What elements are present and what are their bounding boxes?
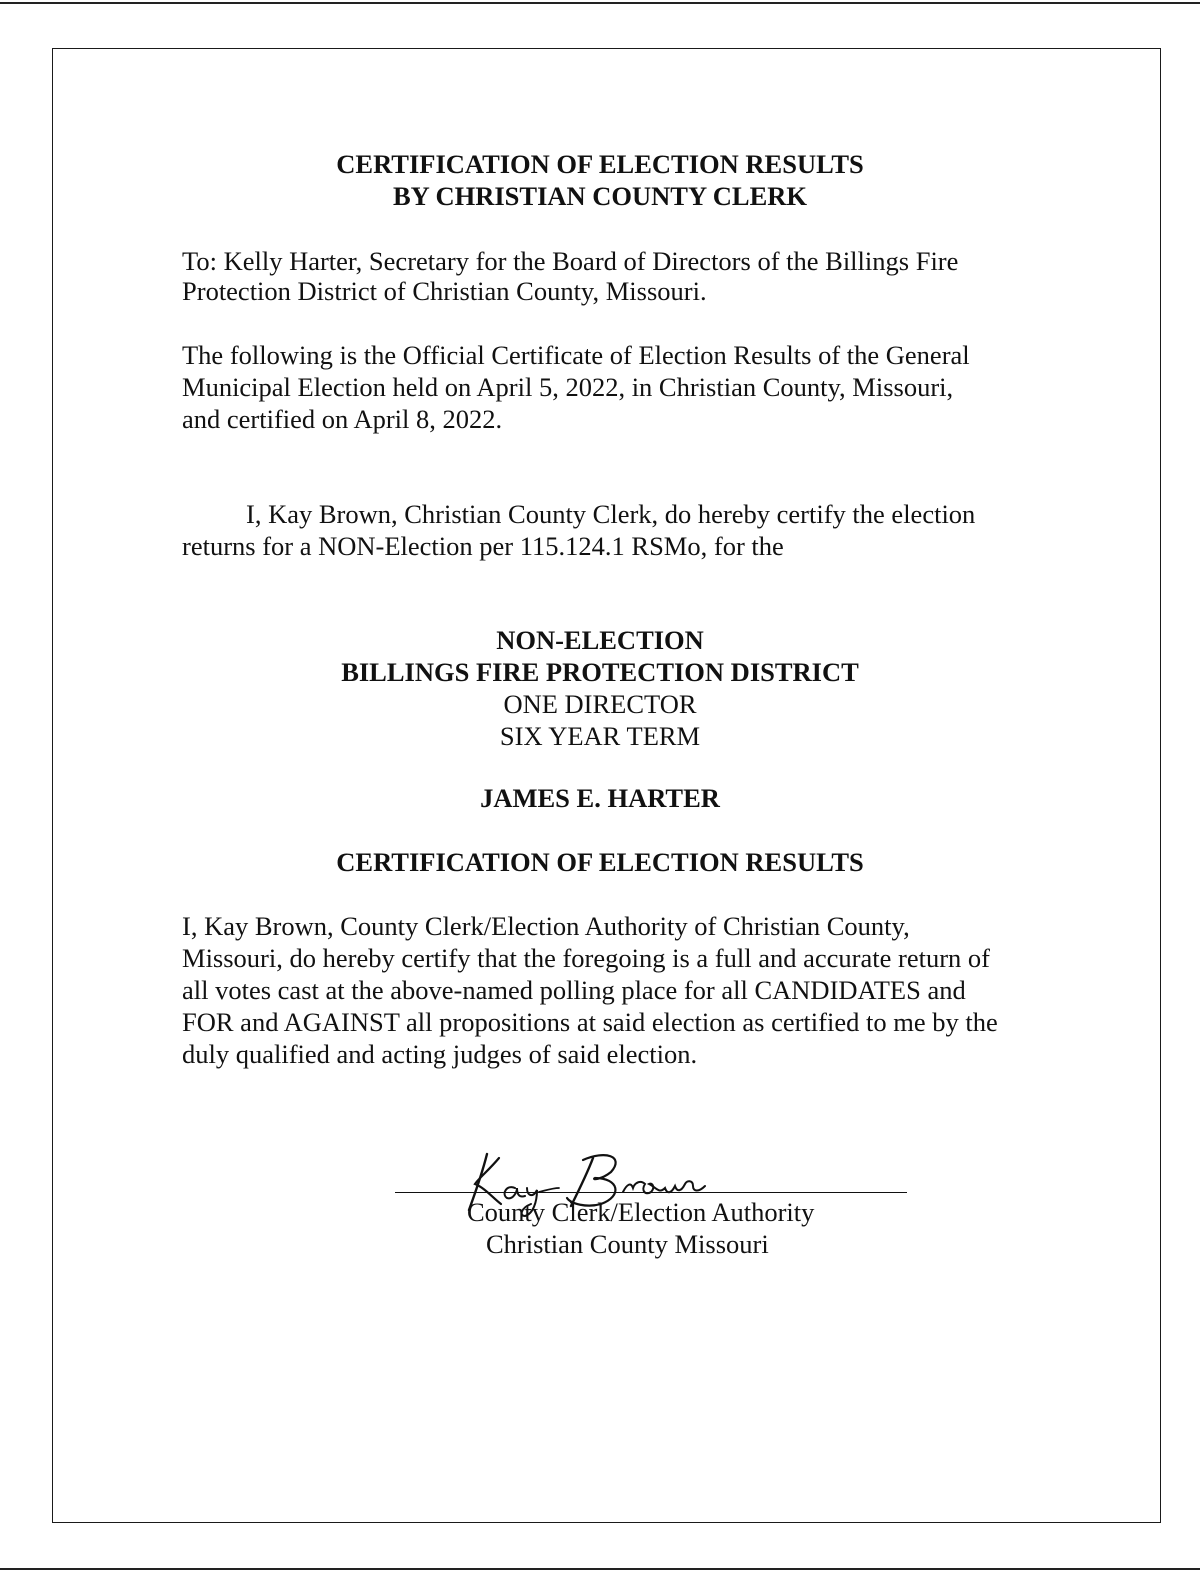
certification-line-4: FOR and AGAINST all propositions at said election as certified to me by the — [182, 1007, 998, 1037]
certify-line-1: I, Kay Brown, Christian County Clerk, do hereby certify the election — [246, 499, 976, 529]
contest-type: NON-ELECTION — [496, 625, 704, 655]
contest-district: BILLINGS FIRE PROTECTION DISTRICT — [341, 657, 859, 687]
intro-line-1: The following is the Official Certificate of Election Results of the General — [182, 340, 970, 370]
certification-line-5: duly qualified and acting judges of said election. — [182, 1039, 698, 1069]
signatory-office: Christian County Missouri — [486, 1229, 769, 1259]
document-title-line-2: BY CHRISTIAN COUNTY CLERK — [393, 181, 807, 211]
intro-line-2: Municipal Election held on April 5, 2022, in Christian County, Missouri, — [182, 372, 954, 402]
contest-term: SIX YEAR TERM — [499, 721, 701, 751]
document-title-line-1: CERTIFICATION OF ELECTION RESULTS — [336, 149, 864, 179]
contest-seats: ONE DIRECTOR — [503, 689, 697, 719]
candidate-name: JAMES E. HARTER — [480, 783, 720, 813]
addressee-line-1: To: Kelly Harter, Secretary for the Board of Directors of the Billings Fire — [182, 246, 959, 276]
certification-line-3: all votes cast at the above-named polling place for all CANDIDATES and — [182, 975, 966, 1005]
certification-line-2: Missouri, do hereby certify that the foregoing is a full and accurate return of — [182, 943, 990, 973]
scan-edge-top — [0, 2, 1200, 4]
scan-edge-bottom — [0, 1568, 1200, 1570]
certification-heading: CERTIFICATION OF ELECTION RESULTS — [336, 847, 864, 877]
intro-line-3: and certified on April 8, 2022. — [182, 404, 503, 434]
signatory-title: County Clerk/Election Authority — [467, 1197, 815, 1227]
certification-line-1: I, Kay Brown, County Clerk/Election Authority of Christian County, — [182, 911, 910, 941]
addressee-line-2: Protection District of Christian County, Missouri. — [182, 276, 707, 306]
certify-line-2: returns for a NON-Election per 115.124.1 RSMo, for the — [182, 531, 784, 561]
